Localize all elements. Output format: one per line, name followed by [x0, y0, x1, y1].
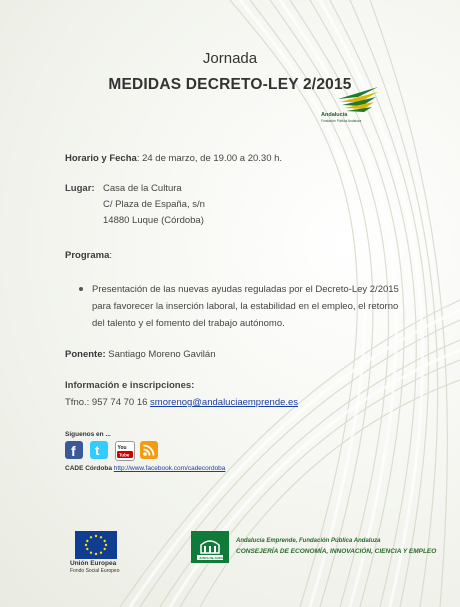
event-title: MEDIDAS DECRETO-LEY 2/2015	[108, 76, 352, 93]
event-type: Jornada	[202, 50, 258, 67]
eu-subtitle: Fondo Social Europeo	[70, 568, 120, 574]
location-label: Lugar:	[65, 183, 95, 194]
svg-text:You: You	[117, 445, 127, 451]
eu-flag-logo	[75, 531, 117, 559]
junta-logo-text: JUNTA DE ANDALUCIA	[199, 556, 229, 560]
contact-line	[65, 397, 298, 408]
info-label: Información e inscripciones:	[65, 380, 195, 391]
rss-icon[interactable]	[140, 441, 158, 459]
facebook-url-link[interactable]: http://www.facebook.com/cadecordoba	[113, 465, 226, 472]
program-colon: :	[109, 250, 112, 261]
program-item: Presentación de las nuevas ayudas reguladas por el Decreto-Ley 2/2015 para favorecer la inserción laboral, la estabilidad en el empleo, el retorno del talento y el fomento del trabajo autónomo.	[92, 284, 399, 329]
follow-label: Síguenos en ...	[65, 431, 111, 438]
phone-number: Tfno.: 957 74 70 16	[65, 397, 148, 408]
schedule-label: Horario y Fecha	[65, 153, 137, 164]
svg-text:f: f	[71, 443, 76, 459]
bullet-marker	[79, 287, 83, 291]
junta-logo-icon	[191, 531, 229, 563]
program-heading	[65, 250, 112, 261]
junta-andalucia-logo	[191, 531, 229, 563]
facebook-icon[interactable]	[65, 441, 83, 459]
logo-text-1: Andalucía	[321, 112, 348, 118]
speaker-line	[65, 349, 216, 360]
andalucia-emprende-logo-icon	[318, 83, 380, 125]
svg-text:t: t	[95, 443, 100, 458]
andalucia-emprende-logo	[318, 83, 380, 125]
speaker-name: Santiago Moreno Gavilán	[108, 349, 216, 360]
junta-line-2: CONSEJERÍA DE ECONOMÍA, INNOVACIÓN, CIENCIA Y EMPLEO	[236, 548, 437, 555]
cade-line	[65, 465, 225, 472]
location-line-2: C/ Plaza de España, s/n	[103, 199, 205, 210]
location-line-3: 14880 Luque (Córdoba)	[103, 215, 204, 226]
schedule-value: : 24 de marzo, de 19.00 a 20.30 h.	[136, 153, 283, 164]
email-link[interactable]: smorenog@andaluciaemprende.es	[150, 397, 299, 408]
junta-line-1: Andalucía Emprende, Fundación Pública Andaluza	[236, 538, 381, 544]
youtube-icon[interactable]	[115, 441, 135, 461]
schedule-line	[65, 153, 282, 164]
speaker-label: Ponente:	[65, 349, 106, 360]
location-line-1: Casa de la Cultura	[103, 183, 182, 194]
logo-text-2: Fundación Pública Andaluza	[321, 119, 362, 123]
twitter-icon[interactable]	[90, 441, 108, 459]
eu-stars-icon	[75, 531, 117, 559]
cade-label: CADE Córdoba	[65, 465, 112, 472]
svg-text:Tube: Tube	[119, 452, 130, 458]
program-label: Programa	[65, 250, 110, 261]
eu-name: Unión Europea	[70, 560, 117, 567]
